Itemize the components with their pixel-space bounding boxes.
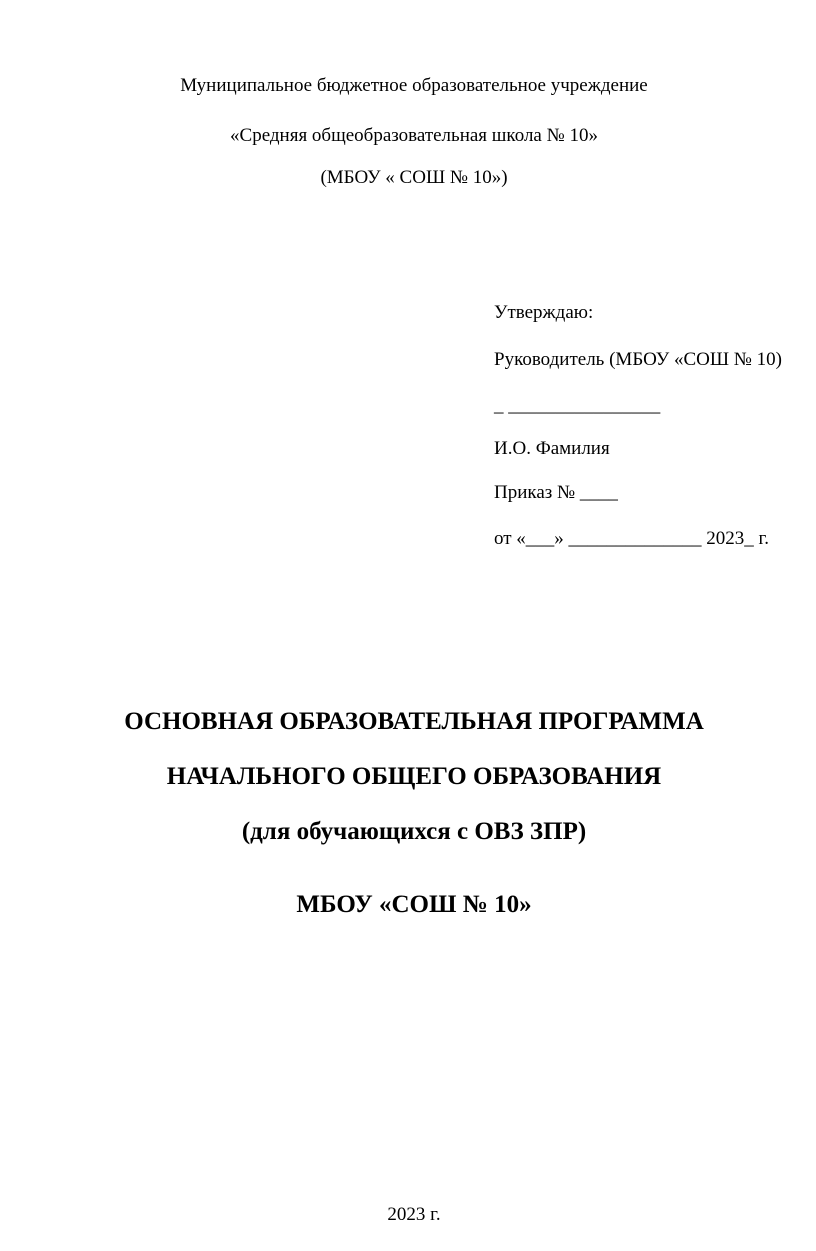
document-year: 2023 г. <box>387 1204 441 1225</box>
program-title-line-2: НАЧАЛЬНОГО ОБЩЕГО ОБРАЗОВАНИЯ <box>166 763 662 790</box>
approver-position: Руководитель (МБОУ «СОШ № 10) <box>494 349 782 370</box>
school-full-name: «Средняя общеобразовательная школа № 10» <box>230 125 598 146</box>
organization-type: Муниципальное бюджетное образовательное учреждение <box>180 75 648 96</box>
school-short-name: (МБОУ « СОШ № 10») <box>320 167 508 188</box>
signature-line: _ ________________ <box>494 395 661 416</box>
program-title-line-1: ОСНОВНАЯ ОБРАЗОВАТЕЛЬНАЯ ПРОГРАММА <box>124 708 704 735</box>
order-date: от «___» ______________ 2023_ г. <box>494 528 769 549</box>
approver-name: И.О. Фамилия <box>494 438 610 459</box>
order-number: Приказ № ____ <box>494 482 618 503</box>
approval-heading: Утверждаю: <box>494 302 594 323</box>
program-title-line-3: (для обучающихся с ОВЗ ЗПР) <box>241 818 587 845</box>
program-school-name: МБОУ «СОШ № 10» <box>296 891 532 918</box>
